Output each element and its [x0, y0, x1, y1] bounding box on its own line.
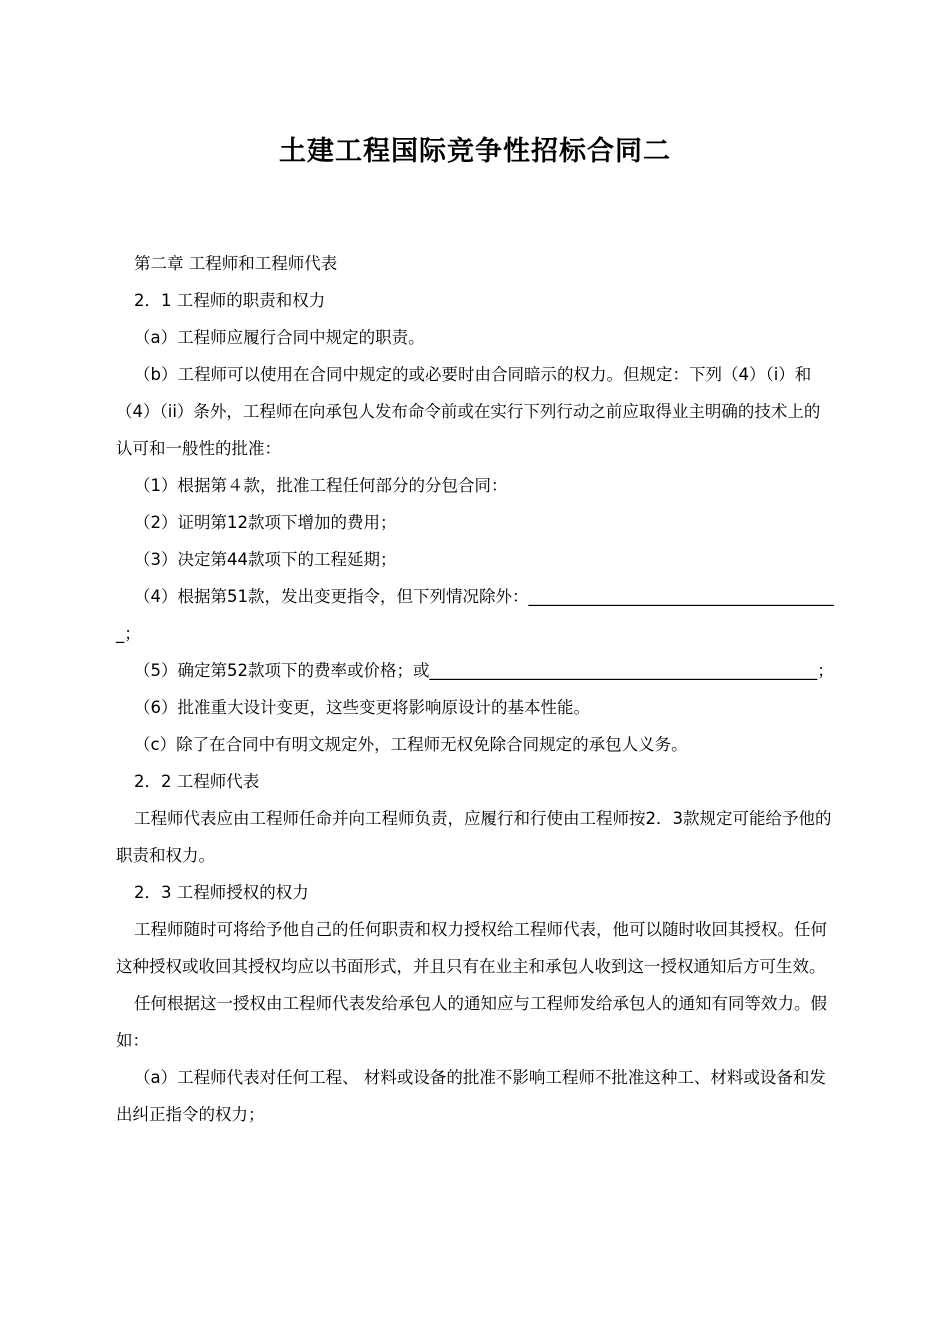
- item-3: （3）决定第44款项下的工程延期；: [134, 550, 397, 569]
- paragraph-notice-effect: 任何根据这一授权由工程师代表发给承包人的通知应与工程师发给承包人的通知有同等效力。假如：: [116, 994, 827, 1050]
- item-6: （6）批准重大设计变更，这些变更将影响原设计的基本性能。: [134, 698, 590, 717]
- item-5: （5）确定第52款项下的费率或价格；或_______________________________________________；: [134, 661, 834, 680]
- item-2: （2）证明第12款项下增加的费用；: [134, 513, 397, 532]
- clause-a: （a）工程师应履行合同中规定的职责。: [134, 328, 425, 347]
- document-body: [116, 245, 836, 1133]
- chapter-heading: 第二章 工程师和工程师代表: [134, 254, 338, 273]
- document-title: 土建工程国际竞争性招标合同二: [279, 136, 671, 167]
- item-4: （4）根据第51款，发出变更指令，但下列情况除外：______________________________________；: [116, 587, 834, 643]
- section-heading-2-1: 2．1 工程师的职责和权力: [134, 291, 326, 310]
- section-heading-2-3: 2．3 工程师授权的权力: [134, 883, 309, 902]
- section-heading-2-2: 2．2 工程师代表: [134, 772, 260, 791]
- clause-b: （b）工程师可以使用在合同中规定的或必要时由合同暗示的权力。但规定：下列（4）（i）和（4）（ii）条外，工程师在向承包人发布命令前或在实行下列行动之前应取得业主明确的技术上的认可和一般性的批准：: [116, 365, 821, 458]
- clause-a-approval: （a）工程师代表对任何工程、 材料或设备的批准不影响工程师不批准这种工、材料或设备和发出纠正指令的权力；: [116, 1068, 826, 1124]
- paragraph-delegation: 工程师随时可将给予他自己的任何职责和权力授权给工程师代表，他可以随时收回其授权。任何这种授权或收回其授权均应以书面形式，并且只有在业主和承包人收到这一授权通知后方可生效。: [116, 920, 827, 976]
- paragraph-engineer-representative: 工程师代表应由工程师任命并向工程师负责，应履行和行使由工程师按2．3款规定可能给予他的职责和权力。: [116, 809, 832, 865]
- clause-c: （c）除了在合同中有明文规定外，工程师无权免除合同规定的承包人义务。: [134, 735, 688, 754]
- item-1: （1）根据第４款，批准工程任何部分的分包合同：: [134, 476, 508, 495]
